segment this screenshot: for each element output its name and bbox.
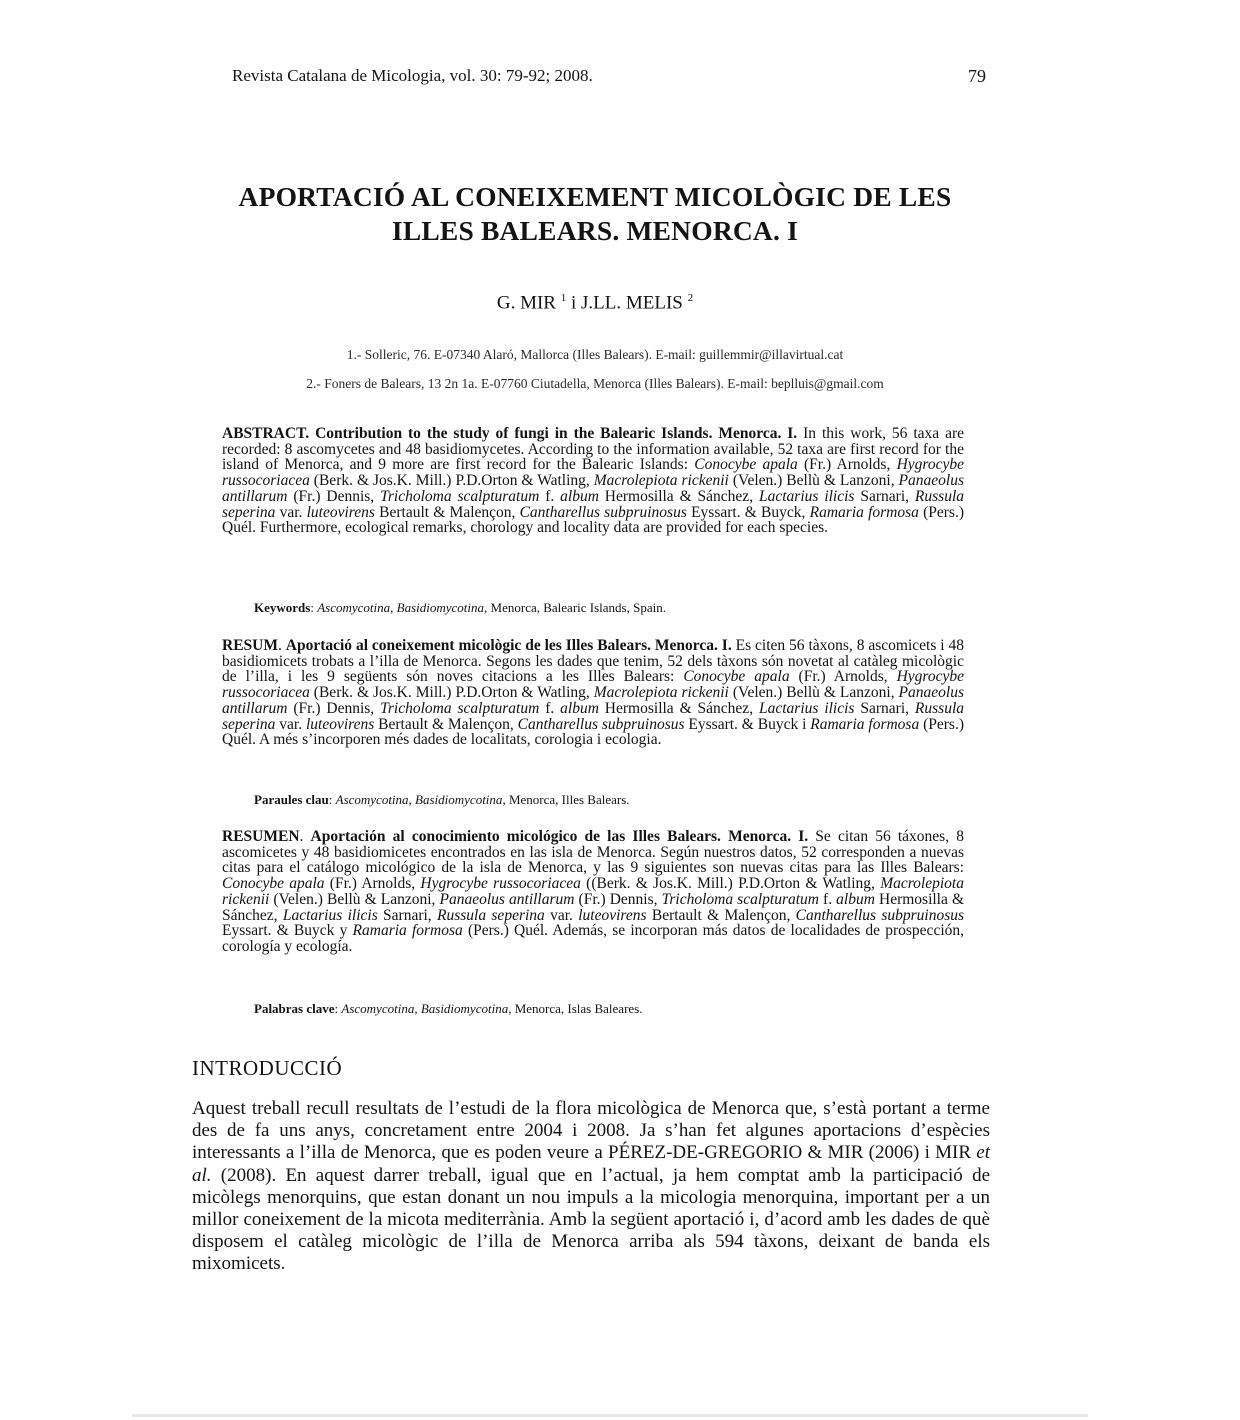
keywords-catalan (254, 792, 974, 808)
species-name: Cantharellus subpruinosus (519, 503, 687, 521)
author-2-marker: 2 (687, 292, 694, 304)
keyword: Ascomycotina (317, 600, 391, 615)
keyword: Basidiomycotina (415, 792, 503, 807)
species-name: luteovirens (306, 503, 375, 521)
species-name: album (560, 487, 599, 505)
abstract-text: Eyssart. & Buyck i (684, 715, 811, 733)
abstract-title: Contribution to the study of fungi in the Balearic Islands. Menorca. I. (315, 425, 798, 442)
abstract-text: ((Berk. & Jos.K. Mill.) P.D.Orton & Watling, (580, 875, 881, 893)
abstract-title: Aportación al conocimiento micológico de las Illes Balears. Menorca. I. (310, 828, 809, 845)
abstract-text: (Berk. & Jos.K. Mill.) P.D.Orton & Watling, (309, 472, 594, 490)
species-name: Ramaria formosa (810, 715, 920, 733)
keyword: Ascomycotina (335, 792, 409, 807)
species-name: Conocybe apala (683, 668, 790, 686)
affiliation-2: 2.- Foners de Balears, 13 2n 1a. E-07760 Ciutadella, Menorca (Illes Balears). E-mail: beplluis@gmail.com (306, 376, 884, 391)
species-name: Hygrocybe russocoriacea (222, 456, 964, 490)
title-line-2: ILLES BALEARS. MENORCA. I (391, 215, 799, 246)
keyword: Ascomycotina (341, 1001, 415, 1016)
introduction-heading: INTRODUCCIÓ (192, 1056, 343, 1080)
abstract-label: RESUMEN (222, 828, 300, 845)
species-name: Conocybe apala (222, 875, 325, 893)
affiliation-1: 1.- Solleric, 76. E-07340 Alaró, Mallorca (Illes Balears). E-mail: guillemmir@illavirtual.cat (346, 347, 844, 362)
abstract-text: (Pers.) Quél. A més s’incorporen més dades de localitats, corologia i ecologia. (222, 715, 964, 749)
author-1-marker: 1 (560, 292, 567, 304)
abstract-text: (Pers.) Quél. Furthermore, ecological remarks, chorology and locality data are provided for each species. (222, 503, 965, 537)
abstract-text: . (299, 828, 311, 845)
abstract-text: var. (275, 715, 306, 733)
species-name: album (836, 890, 875, 908)
species-name: Lactarius ilicis (758, 487, 855, 505)
keywords-rest: , Menorca, Illes Balears. (502, 792, 630, 807)
abstract-text: Es citen 56 tàxons, 8 ascomicets i 48 basidiomicets trobats a l’illa de Menorca. Segons les dades que tenim, 52 dels tàxons són novetat al catàleg micològic de l’illa, i les 9 següents són noves citacions a les Illes Balears: (222, 637, 964, 686)
species-name: Hygrocybe russocoriacea (222, 668, 964, 702)
species-name: Tricholoma scalpturatum (661, 890, 819, 908)
abstract-text: In this work, 56 taxa are recorded: 8 ascomycetes and 48 basidiomycetes. According to the information available, 52 taxa are first record for the island of Menorca, and 9 more are first record for the Balearic Islands: (222, 425, 964, 474)
abstract-label: ABSTRACT. (222, 425, 310, 442)
keywords-label: Keywords (254, 600, 311, 615)
abstract-label: RESUM (222, 637, 278, 654)
species-name: Panaeolus antillarum (439, 890, 575, 908)
abstract-text: (Berk. & Jos.K. Mill.) P.D.Orton & Watling, (309, 684, 594, 702)
keywords-english (254, 600, 974, 616)
authors (180, 292, 1010, 314)
author-2: i J.LL. MELIS (566, 292, 683, 314)
abstract-text: Hermosilla & Sánchez, (222, 890, 964, 924)
title-line-1: APORTACIÓ AL CONEIXEMENT MICOLÒGIC DE LES (238, 181, 952, 212)
species-name: Macrolepiota rickenii (593, 684, 729, 702)
keywords-rest: , Menorca, Islas Baleares. (508, 1001, 643, 1016)
species-name: Cantharellus subpruinosus (795, 906, 965, 924)
species-name: Macrolepiota rickenii (222, 875, 964, 908)
species-name: album (560, 699, 599, 717)
abstract-text: Bertault & Malençon, (374, 503, 520, 521)
species-name: Panaeolus antillarum (222, 684, 964, 717)
keywords-separator: , (414, 1001, 421, 1016)
abstract-text: (Fr.) Arnolds, (324, 875, 421, 893)
abstract-text: Eyssart. & Buyck y (222, 922, 353, 940)
keywords-separator: , (408, 792, 416, 807)
abstract-text: var. (275, 503, 307, 521)
abstract-catalan (222, 638, 964, 748)
abstract-text: Sarnari, (377, 906, 437, 924)
abstract-text: (Fr.) Dennis, (574, 890, 662, 908)
species-name: Russula seperina (437, 906, 545, 924)
abstract-text: Eyssart. & Buyck, (686, 503, 810, 521)
keywords-label: Paraules clau (254, 792, 329, 807)
keyword: Basidiomycotina (420, 1001, 509, 1016)
abstract-text: (Fr.) Dennis, (287, 699, 381, 717)
citation-et-al: et al. (192, 1142, 990, 1186)
abstract-spanish (222, 829, 964, 955)
page-number: 79 (968, 66, 986, 86)
scan-bottom-edge (132, 1414, 1088, 1417)
abstract-text: Bertault & Malençon, (646, 906, 796, 924)
abstract-text: (Velen.) Bellù & Lanzoni, (269, 890, 440, 908)
species-name: Hygrocybe russocoriacea (420, 875, 581, 893)
abstract-text: Hermosilla & Sánchez, (598, 699, 759, 717)
species-name: Lactarius ilicis (758, 699, 855, 717)
species-name: Lactarius ilicis (282, 906, 378, 924)
species-name: luteovirens (578, 906, 647, 924)
abstract-text: Bertault & Malençon, (374, 715, 518, 733)
abstract-text: Se citan 56 táxones, 8 ascomicetes y 48 basidiomicetes encontrados en las isla de Menorca. Según nuestros datos, 52 corresponden a nuevas citas para el catálogo micológico de la isla de Menorca, y las 9 siguientes son nuevas citas para las Illes Balears: (222, 828, 964, 877)
abstract-text: (Fr.) Arnolds, (797, 456, 897, 474)
species-name: luteovirens (305, 715, 375, 733)
introduction-paragraph (192, 1098, 990, 1276)
keyword: Basidiomycotina (396, 600, 485, 615)
paper-title (180, 180, 1010, 248)
keywords-spanish (254, 1001, 974, 1017)
abstract-text: (Velen.) Bellù & Lanzoni, (728, 472, 899, 490)
abstract-text: Sarnari, (854, 487, 915, 505)
abstract-text: Sarnari, (854, 699, 915, 717)
abstract-english (222, 426, 964, 536)
abstract-text: (Pers.) Quél. Además, se incorporan más datos de localidades de prospección, corología y ecología. (222, 922, 964, 955)
introduction-text: Aquest treball recull resultats de l’estudi de la flora micològica de Menorca que, s’està portant a terme des de fa uns anys, concretament entre 2004 i 2008. Ja s’han fet algunes aportacions d’espècies interessants a l’illa de Menorca, que es poden veure a PÉREZ-DE-GREGORIO & MIR (2006) i MIR (192, 1098, 990, 1164)
species-name: Conocybe apala (694, 456, 798, 474)
species-name: Ramaria formosa (809, 503, 919, 521)
species-name: Tricholoma scalpturatum (380, 487, 540, 505)
abstract-text: Hermosilla & Sánchez, (598, 487, 759, 505)
species-name: Ramaria formosa (352, 922, 463, 940)
species-name: Cantharellus subpruinosus (517, 715, 685, 733)
abstract-title: Aportació al coneixement micològic de les Illes Balears. Menorca. I. (285, 637, 732, 654)
keywords-separator: : (310, 600, 318, 615)
abstract-text: (Fr.) Arnolds, (789, 668, 897, 686)
keywords-separator: : (328, 792, 336, 807)
species-name: Tricholoma scalpturatum (380, 699, 540, 717)
author-1: G. MIR (496, 292, 556, 314)
keywords-separator: , (390, 600, 397, 615)
abstract-text: f. (818, 890, 837, 908)
abstract-text: f. (539, 699, 561, 717)
species-name: Panaeolus antillarum (222, 472, 964, 505)
species-name: Russula seperina (222, 487, 965, 521)
keywords-label: Palabras clave (254, 1001, 335, 1016)
species-name: Russula seperina (222, 699, 965, 733)
abstract-text: (Velen.) Bellù & Lanzoni, (728, 684, 899, 702)
abstract-text: f. (539, 487, 561, 505)
abstract-text: . (277, 637, 286, 654)
keywords-separator: : (334, 1001, 342, 1016)
running-head: Revista Catalana de Micologia, vol. 30: 79-92; 2008. (232, 66, 593, 85)
introduction-text: (2008). En aquest darrer treball, igual que en l’actual, ja hem comptat amb la participació de micòlegs menorquins, que estan donant un nou impuls a la micologia menorquina, important per a un millor coneixement de la micota mediterrània. Amb la següent aportació i, d’acord amb les dades de què disposem el catàleg micològic de l’illa de Menorca arriba als 594 tàxons, deixant de banda els mixomicets. (192, 1164, 990, 1275)
abstract-text: var. (544, 906, 579, 924)
keywords-rest: , Menorca, Balearic Islands, Spain. (484, 600, 666, 615)
abstract-text: (Fr.) Dennis, (287, 487, 381, 505)
species-name: Macrolepiota rickenii (593, 472, 729, 490)
